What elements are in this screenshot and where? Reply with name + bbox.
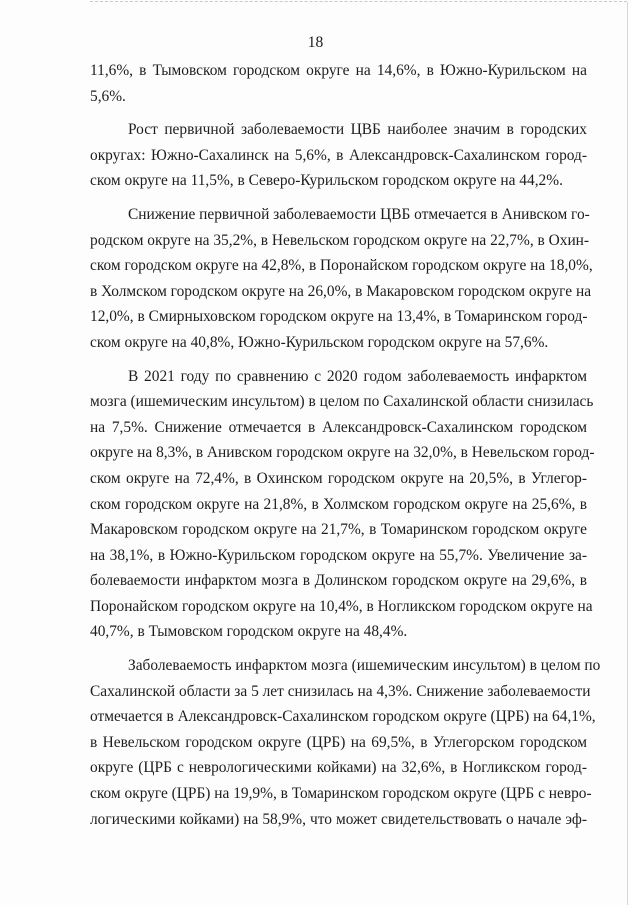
text-line: ском городском округе на 42,8%, в Поронайском городском округе на 18,0%, [90,257,593,275]
text-line: родском округе на 35,2%, в Невельском городском округе на 22,7%, в Охин- [90,231,590,249]
text-line: на 7,5%. Снижение отмечается в Александровск-Сахалинском городском [90,418,587,436]
text-line: в Холмском городском округе на 26,0%, в Макаровском городском округе на [90,282,592,300]
body-text [90,58,601,832]
text-line: округе на 8,3%, в Анивском городском округе на 32,0%, в Невельском город- [90,444,595,462]
text-line: Заболеваемость инфарктом мозга (ишемическим инсультом) в целом по [128,657,601,675]
text-line: 5,6%. [90,87,126,105]
text-line: округах: Южно-Сахалинск на 5,6%, в Александровск-Сахалинском город- [90,146,587,164]
text-line: на 38,1%, в Южно-Курильском городском округе на 55,7%. Увеличение за- [90,546,587,564]
text-line: 40,7%, в Тымовском городском округе на 48,4%. [90,623,408,641]
text-line: 12,0%, в Смирныховском городском округе на 13,4%, в Томаринском город- [90,308,588,326]
text-line: ском округе на 11,5%, в Северо-Курильском городском округе на 44,2%. [90,172,563,190]
text-line: Рост первичной заболеваемости ЦВБ наиболее значим в городских [128,121,587,139]
text-line: Сахалинской области за 5 лет снизилась на 4,3%. Снижение заболеваемости [90,682,591,700]
scan-top-edge [90,1,627,2]
page-number: 18 [307,34,324,51]
text-line: мозга (ишемическим инсультом) в целом по Сахалинской области снизилась [90,393,594,411]
text-line: ском округе (ЦРБ) на 19,9%, в Томаринском городском округе (ЦРБ с невро- [90,785,592,803]
text-line: округе (ЦРБ с неврологическими койками) на 32,6%, в Ногликском город- [90,759,587,777]
text-line: Макаровском городском округе на 21,7%, в Томаринском городском округе [90,521,587,539]
text-line: В 2021 году по сравнению с 2020 годом заболеваемость инфарктом [128,367,587,385]
text-line: Снижение первичной заболеваемости ЦВБ отмечается в Анивском го- [128,205,590,223]
text-line: ском округе на 40,8%, Южно-Курильском городском округе на 57,6%. [90,333,549,351]
text-line: отмечается в Александровск-Сахалинском городском округе (ЦРБ) на 64,1%, [90,708,596,726]
text-line: ском округе на 72,4%, в Охинском городском округе на 20,5%, в Углегор- [90,469,587,487]
text-line: ском городском округе на 21,8%, в Холмском городском округе на 25,6%, в [90,495,587,513]
paragraph [90,58,587,109]
paragraph [90,364,595,646]
text-line: Поронайском городском округе на 10,4%, в Ногликском городском округе на [90,597,593,615]
scan-right-edge [627,2,628,905]
paragraph [90,117,587,194]
text-line: 11,6%, в Тымовском городском округе на 14,6%, в Южно-Курильском на [90,62,587,79]
text-line: в Невельском городском округе (ЦРБ) на 69,5%, в Углегорском городском [90,733,587,751]
paragraph [90,653,601,832]
text-line: логическими койками) на 58,9%, что может свидетельствовать о начале эф- [90,810,587,828]
text-line: болеваемости инфарктом мозга в Долинском городском округе на 29,6%, в [90,572,587,590]
paragraph [90,202,593,356]
